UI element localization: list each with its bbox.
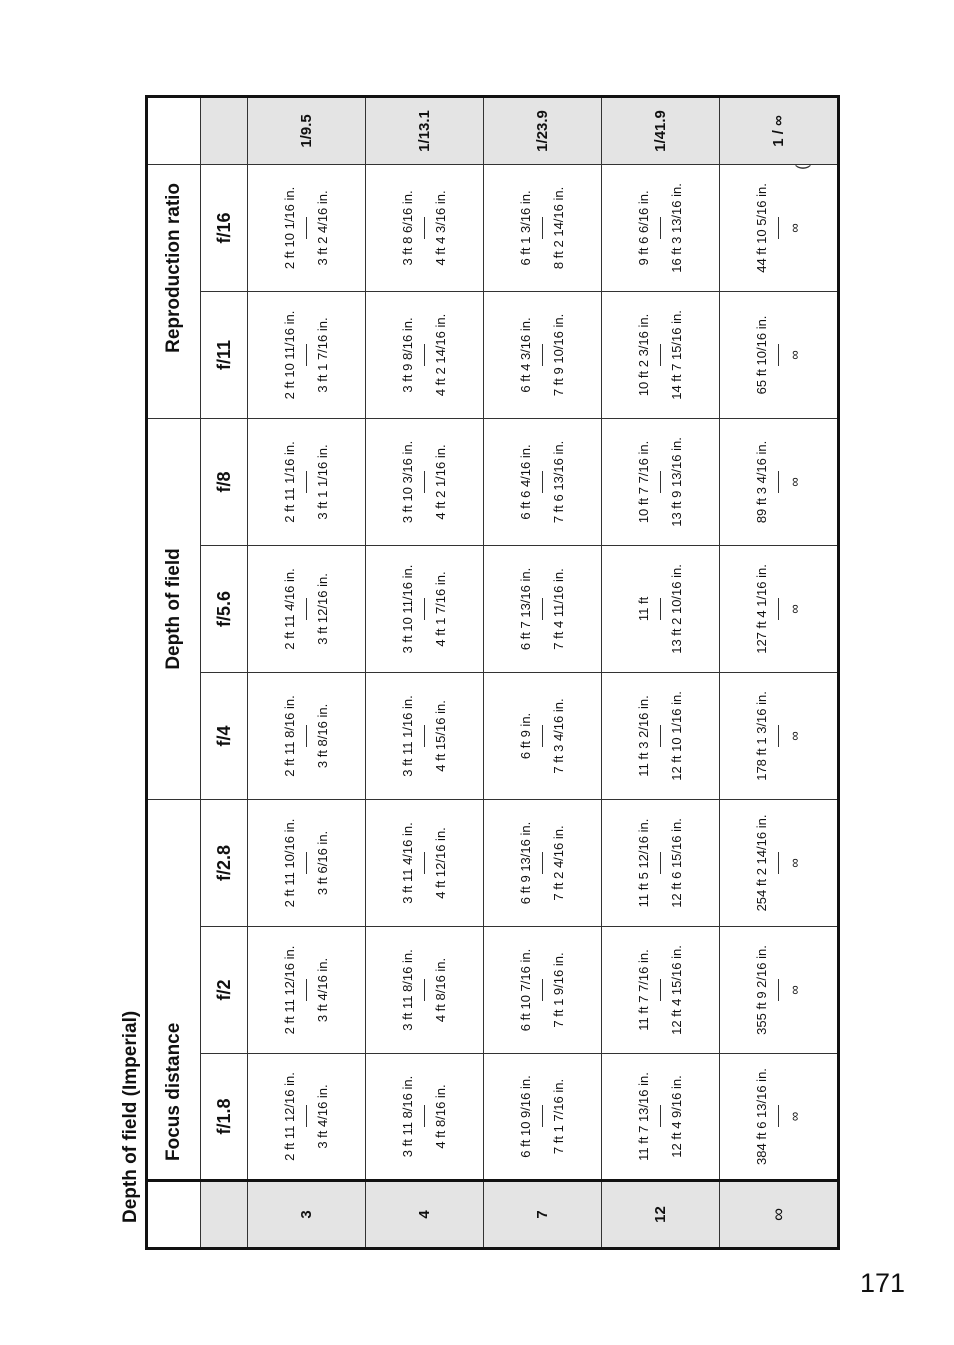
range-dash [306, 979, 307, 1001]
far-limit: 3 ft 12/16 in. [315, 573, 330, 645]
near-limit: 2 ft 11 10/16 in. [281, 818, 297, 908]
far-limit: ∞ [787, 477, 802, 487]
range-dash [660, 217, 661, 239]
near-limit: 3 ft 10 3/16 in. [399, 440, 415, 524]
range-dash [542, 979, 543, 1001]
dof-cell [602, 418, 720, 545]
range-dash [542, 852, 543, 874]
reproduction-ratio-cell: 1/13.1 [366, 96, 484, 164]
far-limit: ∞ [787, 223, 802, 233]
range-dash [424, 217, 425, 239]
near-limit: 2 ft 11 4/16 in. [281, 568, 297, 650]
near-limit: 6 ft 9 13/16 in. [517, 821, 533, 905]
far-limit: 7 ft 3 4/16 in. [551, 698, 566, 774]
far-limit: 4 ft 2 1/16 in. [433, 444, 448, 520]
far-limit: 12 ft 6 15/16 in. [669, 818, 684, 908]
dof-cell [248, 927, 366, 1054]
range-dash [778, 979, 779, 1001]
range-dash [542, 471, 543, 493]
far-limit: 12 ft 4 15/16 in. [669, 945, 684, 1035]
dof-cell [366, 799, 484, 926]
range-dash [542, 217, 543, 239]
near-limit: 11 ft 5 12/16 in. [635, 818, 651, 908]
near-limit: 65 ft 10/16 in. [753, 315, 769, 395]
near-limit: 3 ft 11 1/16 in. [399, 695, 415, 777]
header-ratio-corner [147, 96, 201, 164]
dof-cell [484, 291, 602, 418]
dof-cell [720, 672, 839, 799]
near-limit: 3 ft 11 8/16 in. [399, 949, 415, 1031]
far-limit: 4 ft 15/16 in. [433, 700, 448, 772]
far-limit: 3 ft 8/16 in. [315, 703, 330, 769]
dof-cell [602, 1054, 720, 1181]
range-dash [424, 344, 425, 366]
far-limit: ∞ [787, 731, 802, 741]
focus-distance-cell: ∞ [720, 1181, 839, 1249]
dof-cell [366, 672, 484, 799]
range-dash [542, 598, 543, 620]
dof-cell [484, 927, 602, 1054]
far-limit: ∞ [787, 858, 802, 868]
dof-cell [720, 164, 839, 291]
range-dash [778, 471, 779, 493]
dof-cell [720, 1054, 839, 1181]
near-limit: 6 ft 7 13/16 in. [517, 567, 533, 651]
focus-distance-cell: 12 [602, 1181, 720, 1249]
range-dash [306, 344, 307, 366]
far-limit: 3 ft 1 7/16 in. [315, 317, 330, 393]
dof-cell [602, 545, 720, 672]
range-dash [306, 1106, 307, 1128]
far-limit: 4 ft 4 3/16 in. [433, 190, 448, 266]
far-limit: 8 ft 2 14/16 in. [551, 186, 566, 270]
near-limit: 6 ft 1 3/16 in. [517, 190, 533, 266]
focus-distance-cell: 4 [366, 1181, 484, 1249]
dof-cell [366, 418, 484, 545]
near-limit: 11 ft 7 7/16 in. [635, 949, 651, 1031]
far-limit: ∞ [787, 1111, 802, 1122]
far-limit: 3 ft 4/16 in. [315, 957, 330, 1023]
dof-cell [720, 799, 839, 926]
dof-table-container [145, 98, 835, 1250]
ratio-column-header [201, 96, 248, 164]
far-limit: 12 ft 4 9/16 in. [669, 1075, 684, 1158]
dof-cell [248, 799, 366, 926]
aperture-header: f/5.6 [201, 545, 248, 672]
far-limit: 3 ft 6/16 in. [315, 830, 330, 896]
range-dash [306, 217, 307, 239]
range-dash [778, 598, 779, 620]
range-dash [660, 598, 661, 620]
near-limit: 89 ft 3 4/16 in. [753, 440, 769, 524]
aperture-header: f/16 [201, 164, 248, 291]
header-band-row [147, 96, 201, 1248]
dof-cell [602, 672, 720, 799]
far-limit: 7 ft 6 13/16 in. [551, 440, 566, 524]
range-dash [306, 598, 307, 620]
near-limit: 2 ft 10 1/16 in. [281, 186, 297, 270]
dof-cell [720, 927, 839, 1054]
near-limit: 11 ft [635, 596, 651, 622]
range-dash [660, 725, 661, 747]
reproduction-ratio-cell: 1/41.9 [602, 96, 720, 164]
far-limit: 4 ft 1 7/16 in. [433, 571, 448, 647]
far-limit: ∞ [787, 350, 802, 360]
near-limit: 3 ft 8 6/16 in. [399, 190, 415, 266]
dof-cell [484, 1054, 602, 1181]
range-dash [542, 725, 543, 747]
range-dash [306, 725, 307, 747]
range-dash [424, 725, 425, 747]
near-limit: 6 ft 10 7/16 in. [517, 948, 533, 1032]
near-limit: 9 ft 6 6/16 in. [635, 190, 651, 266]
dof-cell [484, 545, 602, 672]
range-dash [778, 725, 779, 747]
range-dash [778, 1106, 779, 1128]
range-dash [306, 471, 307, 493]
dof-cell [484, 799, 602, 926]
aperture-header-row [201, 96, 248, 1248]
near-limit: 3 ft 10 11/16 in. [399, 564, 415, 654]
table-row [602, 96, 720, 1248]
range-dash [424, 1106, 425, 1128]
dof-cell [248, 545, 366, 672]
range-dash [306, 852, 307, 874]
far-limit: 16 ft 3 13/16 in. [669, 183, 684, 273]
table-row [484, 96, 602, 1248]
dof-table [145, 95, 840, 1250]
far-limit: 7 ft 1 7/16 in. [551, 1078, 566, 1155]
aperture-header: f/8 [201, 418, 248, 545]
table-body [147, 96, 839, 1248]
near-limit: 2 ft 11 8/16 in. [281, 695, 297, 777]
near-limit: 6 ft 4 3/16 in. [517, 317, 533, 393]
page-number: 171 [860, 1268, 906, 1298]
aperture-corner [201, 1181, 248, 1249]
aperture-header: f/2.8 [201, 799, 248, 926]
dof-cell [484, 418, 602, 545]
dof-cell [720, 418, 839, 545]
dof-cell [484, 164, 602, 291]
header-focus-distance: Focus distance [147, 799, 201, 1180]
near-limit: 6 ft 9 in. [517, 712, 533, 760]
far-limit: 4 ft 12/16 in. [433, 827, 448, 899]
range-dash [542, 1106, 543, 1128]
far-limit: 14 ft 7 15/16 in. [669, 310, 684, 400]
dof-cell [602, 799, 720, 926]
dof-cell [248, 164, 366, 291]
dof-cell [602, 164, 720, 291]
far-limit: 4 ft 2 14/16 in. [433, 313, 448, 397]
near-limit: 3 ft 11 4/16 in. [399, 822, 415, 904]
dof-cell [366, 291, 484, 418]
far-limit: ∞ [787, 604, 802, 614]
dof-cell [248, 418, 366, 545]
near-limit: 3 ft 9 8/16 in. [399, 317, 415, 393]
dof-cell [248, 291, 366, 418]
range-dash [778, 217, 779, 239]
near-limit: 10 ft 2 3/16 in. [635, 313, 651, 397]
range-dash [424, 979, 425, 1001]
near-limit: 11 ft 7 13/16 in. [635, 1072, 651, 1161]
reproduction-ratio-cell: 1/23.9 [484, 96, 602, 164]
near-limit: 3 ft 11 8/16 in. [399, 1075, 415, 1158]
range-dash [542, 344, 543, 366]
dof-cell [602, 927, 720, 1054]
dof-cell [366, 545, 484, 672]
near-limit: 11 ft 3 2/16 in. [635, 695, 651, 777]
far-limit: 3 ft 4/16 in. [315, 1084, 330, 1149]
page-title: Depth of field (Imperial) [120, 1010, 141, 1223]
dof-cell [720, 545, 839, 672]
table-row [248, 96, 366, 1248]
range-dash [424, 471, 425, 493]
aperture-header: f/2 [201, 927, 248, 1054]
table-row [720, 96, 839, 1248]
range-dash [778, 852, 779, 874]
far-limit: ∞ [787, 985, 802, 995]
near-limit: 2 ft 11 12/16 in. [281, 945, 297, 1035]
reproduction-ratio-cell: 1/9.5 [248, 96, 366, 164]
range-dash [660, 471, 661, 493]
near-limit: 178 ft 1 3/16 in. [753, 691, 769, 781]
near-limit: 127 ft 4 1/16 in. [753, 564, 769, 654]
far-limit: 3 ft 2 4/16 in. [315, 190, 330, 266]
far-limit: 4 ft 8/16 in. [433, 1084, 448, 1149]
far-limit: 3 ft 1 1/16 in. [315, 444, 330, 520]
near-limit: 384 ft 6 13/16 in. [753, 1068, 769, 1165]
near-limit: 2 ft 10 11/16 in. [281, 310, 297, 400]
near-limit: 2 ft 11 12/16 in. [281, 1072, 297, 1161]
dof-cell [248, 1054, 366, 1181]
near-limit: 6 ft 6 4/16 in. [517, 444, 533, 520]
dof-cell [720, 291, 839, 418]
focus-distance-cell: 3 [248, 1181, 366, 1249]
far-limit: 7 ft 9 10/16 in. [551, 313, 566, 397]
range-dash [660, 344, 661, 366]
near-limit: 2 ft 11 1/16 in. [281, 441, 297, 523]
table-row [366, 96, 484, 1248]
far-limit: 7 ft 1 9/16 in. [551, 952, 566, 1028]
focus-distance-cell: 7 [484, 1181, 602, 1249]
header-reproduction-ratio: Reproduction ratio [147, 164, 201, 418]
header-depth-of-field: Depth of field [147, 418, 201, 799]
far-limit: 7 ft 4 11/16 in. [551, 568, 566, 650]
far-limit: 12 ft 10 1/16 in. [669, 691, 684, 781]
aperture-header: f/4 [201, 672, 248, 799]
dof-cell [248, 672, 366, 799]
far-limit: 13 ft 2 10/16 in. [669, 564, 684, 654]
dof-cell [602, 291, 720, 418]
dof-cell [366, 927, 484, 1054]
far-limit: 13 ft 9 13/16 in. [669, 437, 684, 527]
far-limit: 7 ft 2 4/16 in. [551, 825, 566, 901]
dof-cell [484, 672, 602, 799]
range-dash [660, 1106, 661, 1128]
dof-cell [366, 164, 484, 291]
header-corner [147, 1181, 201, 1249]
range-dash [424, 598, 425, 620]
aperture-header: f/1.8 [201, 1054, 248, 1181]
far-limit: 4 ft 8/16 in. [433, 957, 448, 1023]
aperture-header: f/11 [201, 291, 248, 418]
range-dash [778, 344, 779, 366]
reproduction-ratio-cell: 1 / ∞ [720, 96, 839, 164]
near-limit: 44 ft 10 5/16 in. [753, 183, 769, 273]
dof-cell [366, 1054, 484, 1181]
near-limit: 355 ft 9 2/16 in. [753, 945, 769, 1035]
near-limit: 10 ft 7 7/16 in. [635, 440, 651, 524]
near-limit: 254 ft 2 14/16 in. [753, 814, 769, 912]
range-dash [424, 852, 425, 874]
range-dash [660, 852, 661, 874]
near-limit: 6 ft 10 9/16 in. [517, 1075, 533, 1158]
range-dash [660, 979, 661, 1001]
